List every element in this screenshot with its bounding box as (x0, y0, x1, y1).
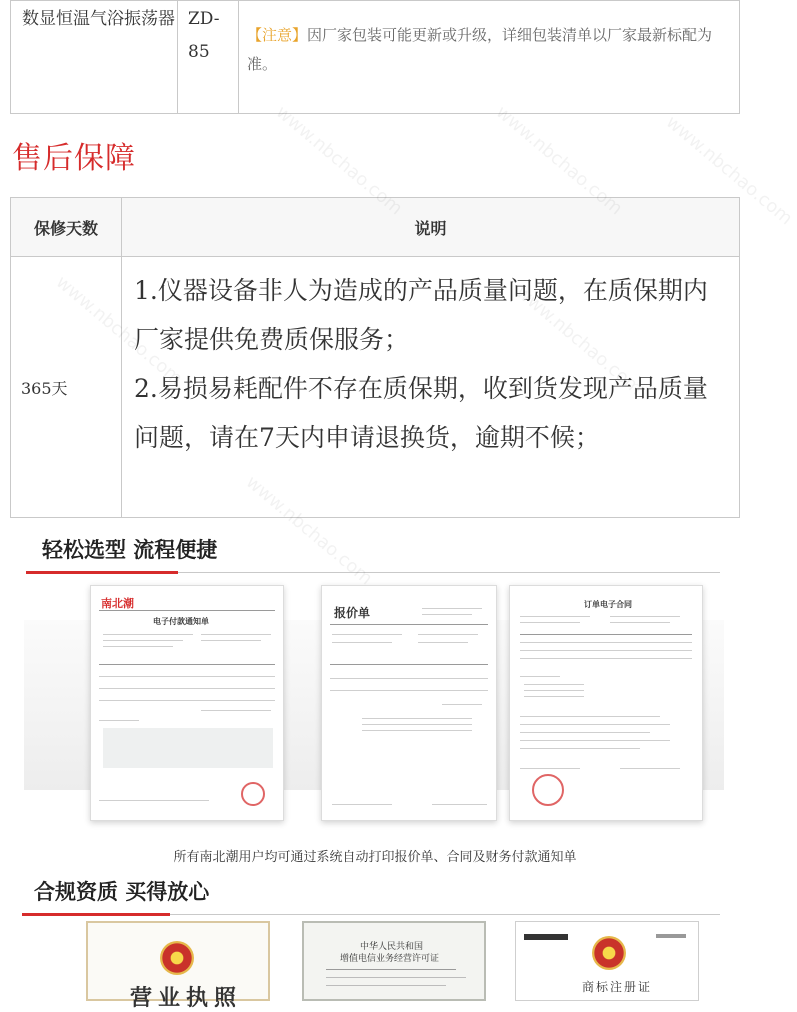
section-divider (170, 914, 720, 915)
business-license-certificate (86, 921, 270, 1011)
after-sales-title: 售后保障 (12, 141, 136, 176)
model-cell: ZD-85 (178, 1, 239, 114)
section-divider (178, 572, 720, 573)
warranty-term-2: 2.易损易耗配件不存在质保期，收到货发现产品质量问题，请在7天内申请退换货，逾期不候； (134, 374, 708, 452)
notice-text: 因厂家包装可能更新或升级，详细包装清单以厂家最新标配为准。 (247, 26, 713, 73)
watermark: www.nbchao.com (271, 101, 407, 220)
selection-section-header (22, 534, 720, 574)
watermark: www.nbchao.com (511, 281, 647, 400)
watermark: www.nbchao.com (51, 271, 187, 390)
notice-cell (239, 1, 740, 114)
watermark: www.nbchao.com (241, 471, 377, 590)
warranty-days-value: 365天 (11, 257, 122, 518)
nbchao-logo: 南北潮 (101, 597, 134, 610)
section-accent-bar (22, 913, 170, 916)
trademark-certificate (515, 921, 699, 1001)
description-header: 说明 (122, 198, 740, 257)
selection-section-title: 轻松选型 流程便捷 (42, 538, 218, 562)
qualification-section-title: 合规资质 买得放心 (34, 880, 210, 904)
warranty-term-1: 1.仪器设备非人为造成的产品质量问题，在质保期内厂家提供免费质保服务； (134, 276, 708, 354)
warranty-table (10, 197, 740, 518)
qualification-section-header (22, 876, 720, 916)
telecom-license-title: 增值电信业务经营许可证 (340, 954, 440, 964)
product-table (10, 0, 740, 114)
contract-title: 订单电子合同 (584, 600, 632, 609)
telecom-license-country: 中华人民共和国 (360, 942, 424, 952)
payment-notice-title: 电子付款通知单 (153, 617, 209, 626)
contract-document (509, 585, 703, 821)
watermark: www.nbchao.com (491, 101, 627, 220)
product-name-cell: 数显恒温气浴振荡器 (11, 1, 178, 114)
quotation-title: 报价单 (334, 606, 371, 620)
quotation-document (321, 585, 497, 821)
warranty-description (122, 257, 740, 518)
documents-caption: 所有南北潮用户均可通过系统自动打印报价单、合同及财务付款通知单 (173, 850, 577, 865)
national-emblem-icon (592, 936, 626, 970)
payment-notice-document (90, 585, 284, 821)
section-accent-bar (26, 571, 178, 574)
notice-label: 【注意】 (247, 26, 308, 44)
trademark-logo-icon (524, 934, 568, 940)
warranty-days-header: 保修天数 (11, 198, 122, 257)
business-license-title: 营业执照 (130, 986, 243, 1011)
watermark: www.nbchao.com (661, 111, 797, 230)
trademark-title: 商标注册证 (582, 980, 653, 994)
national-emblem-icon (160, 941, 194, 975)
telecom-license-certificate (302, 921, 486, 1001)
